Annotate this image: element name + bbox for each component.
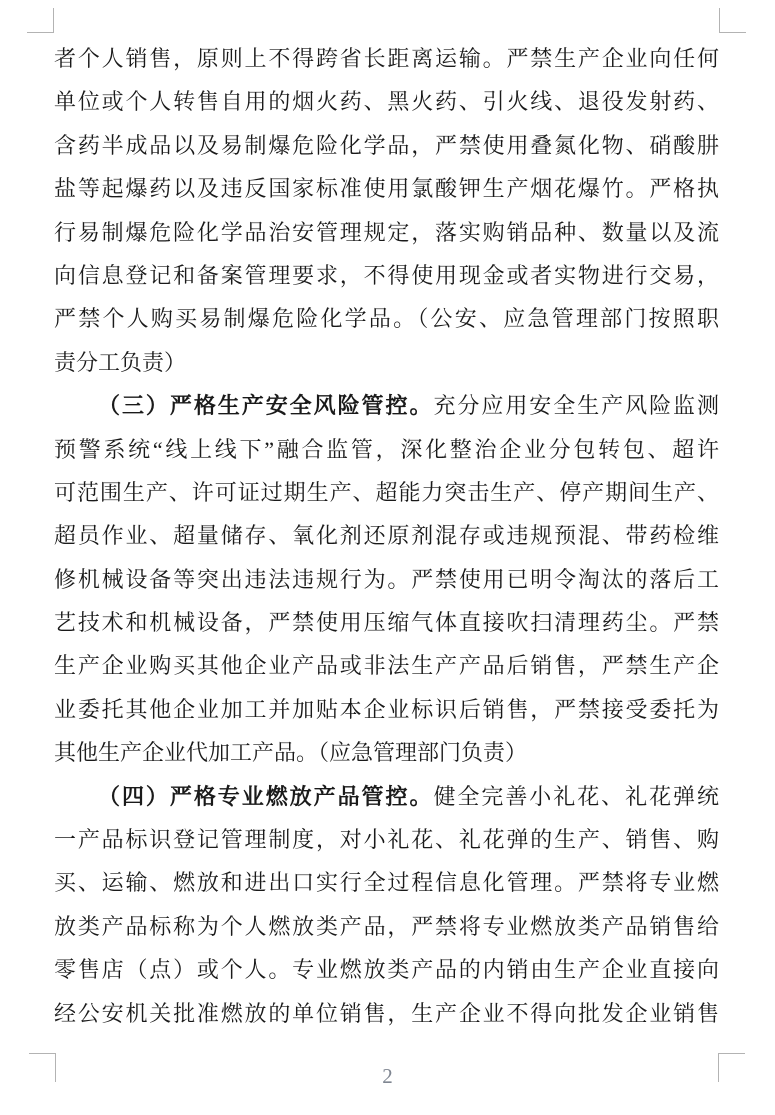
text-run: 行易制爆危险化学品治安管理规定，落实购销品种、数量以及流 [54,219,719,245]
page-footer [0,1062,775,1090]
text-line [54,992,719,1035]
text-run: 严禁个人购买易制爆危险化学品。（公安、应急管理部门按照职 [54,306,719,332]
text-line [54,428,719,471]
text-line [54,558,719,601]
text-run: 责分工负责） [54,349,187,375]
text-run: 充分应用安全生产风险监测 [433,393,719,419]
text-line [54,37,719,80]
crop-mark-top-right [719,8,746,33]
text-run: 生产企业购买其他企业产品或非法生产产品后销售，严禁生产企 [54,653,719,679]
text-run: 经公安机关批准燃放的单位销售，生产企业不得向批发企业销售 [54,1000,719,1026]
text-line [54,861,719,904]
text-run: 可范围生产、许可证过期生产、超能力突击生产、停产期间生产、 [54,479,719,505]
text-run: 放类产品标称为个人燃放类产品，严禁将专业燃放类产品销售给 [54,913,719,939]
text-line [54,905,719,948]
text-line [54,471,719,514]
text-run: 健全完善小礼花、礼花弹统 [433,783,719,809]
text-run: 含药半成品以及易制爆危险化学品，严禁使用叠氮化物、硝酸肼 [54,132,719,158]
text-run: 其他生产企业代加工产品。（应急管理部门负责） [54,740,528,766]
text-line [54,297,719,340]
text-run: 单位或个人转售自用的烟火药、黑火药、引火线、退役发射药、 [54,89,719,115]
text-line [54,948,719,991]
text-line [54,644,719,687]
text-run: 者个人销售，原则上不得跨省长距离运输。严禁生产企业向任何 [54,46,719,71]
text-line [54,731,719,774]
page-number: 2 [382,1064,393,1088]
crop-mark-top-left [27,8,54,33]
text-run: 超员作业、超量储存、氧化剂还原剂混存或违规预混、带药检维 [54,523,719,549]
text-run: 艺技术和机械设备，严禁使用压缩气体直接吹扫清理药尘。严禁 [54,610,719,636]
text-line [54,514,719,557]
text-run: 业委托其他企业加工并加贴本企业标识后销售，严禁接受委托为 [54,696,719,722]
text-line [54,601,719,644]
text-line [54,124,719,167]
text-line [54,775,719,818]
text-run: 买、运输、燃放和进出口实行全过程信息化管理。严禁将专业燃 [54,870,719,896]
text-line [54,254,719,297]
text-line [54,384,719,427]
paragraph-heading: （三）严格生产安全风险管控。 [98,393,434,419]
text-run: 向信息登记和备案管理要求，不得使用现金或者实物进行交易， [54,262,719,288]
text-line [54,688,719,731]
text-line [54,341,719,384]
text-line [54,167,719,210]
text-line [54,211,719,254]
paragraph-heading: （四）严格专业燃放产品管控。 [98,783,434,809]
text-run: 一产品标识登记管理制度，对小礼花、礼花弹的生产、销售、购 [54,827,719,853]
document-body [54,37,719,1035]
text-run: 盐等起爆药以及违反国家标准使用氯酸钾生产烟花爆竹。严格执 [54,176,719,202]
text-line [54,818,719,861]
text-run: 零售店（点）或个人。专业燃放类产品的内销由生产企业直接向 [54,957,719,983]
text-run: 预警系统“线上线下”融合监管，深化整治企业分包转包、超许 [54,436,719,462]
text-run: 修机械设备等突出违法违规行为。严禁使用已明令淘汰的落后工 [54,566,719,592]
text-line [54,80,719,123]
